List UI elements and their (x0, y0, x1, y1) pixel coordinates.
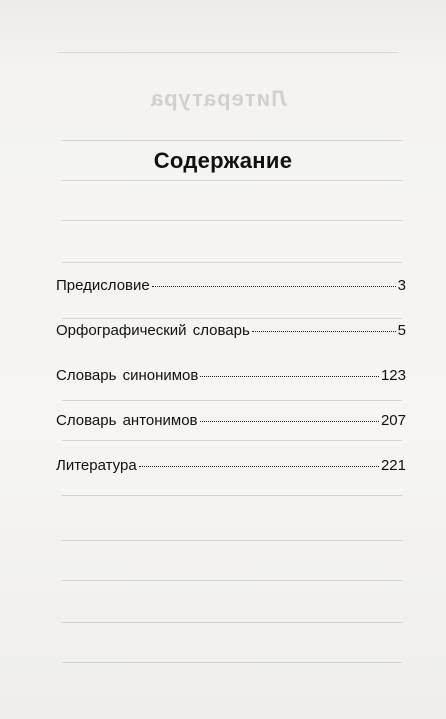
toc-page-number: 3 (397, 277, 406, 294)
toc-entry-label: Словарь синонимов (56, 367, 199, 384)
toc-entry-orthographic-dictionary (56, 323, 406, 339)
dot-leader (139, 466, 379, 467)
bleed-through-text-line (62, 140, 402, 141)
toc-page-number: 123 (380, 367, 406, 384)
bleed-through-text-line (62, 262, 402, 263)
dot-leader (200, 376, 379, 377)
toc-entry-label: Словарь антонимов (56, 412, 198, 429)
bleed-through-header-rule (58, 52, 398, 53)
bleed-through-text-line (62, 580, 402, 581)
bleed-through-text-line (62, 622, 402, 623)
toc-page-number: 5 (397, 322, 406, 339)
page-title: Содержание (153, 148, 293, 173)
toc-entry-literature (56, 458, 406, 474)
toc-entry-synonyms-dictionary (56, 368, 406, 384)
bleed-through-text-line (62, 540, 402, 541)
toc-entry-label: Литература (56, 457, 137, 474)
dot-leader (252, 331, 396, 332)
toc-entry-preface (56, 278, 406, 294)
dot-leader (152, 286, 396, 287)
bleed-through-text-line (62, 180, 402, 181)
bleed-through-text-line (62, 220, 402, 221)
table-of-contents (56, 278, 406, 503)
toc-entry-label: Предисловие (56, 277, 150, 294)
toc-entry-label: Орфографический словарь (56, 322, 250, 339)
bleed-through-text-line (62, 662, 402, 663)
toc-entry-antonyms-dictionary (56, 413, 406, 429)
dot-leader (200, 421, 379, 422)
bleed-through-title: Литература (150, 86, 287, 111)
toc-page-number: 207 (380, 412, 406, 429)
toc-page-number: 221 (380, 457, 406, 474)
